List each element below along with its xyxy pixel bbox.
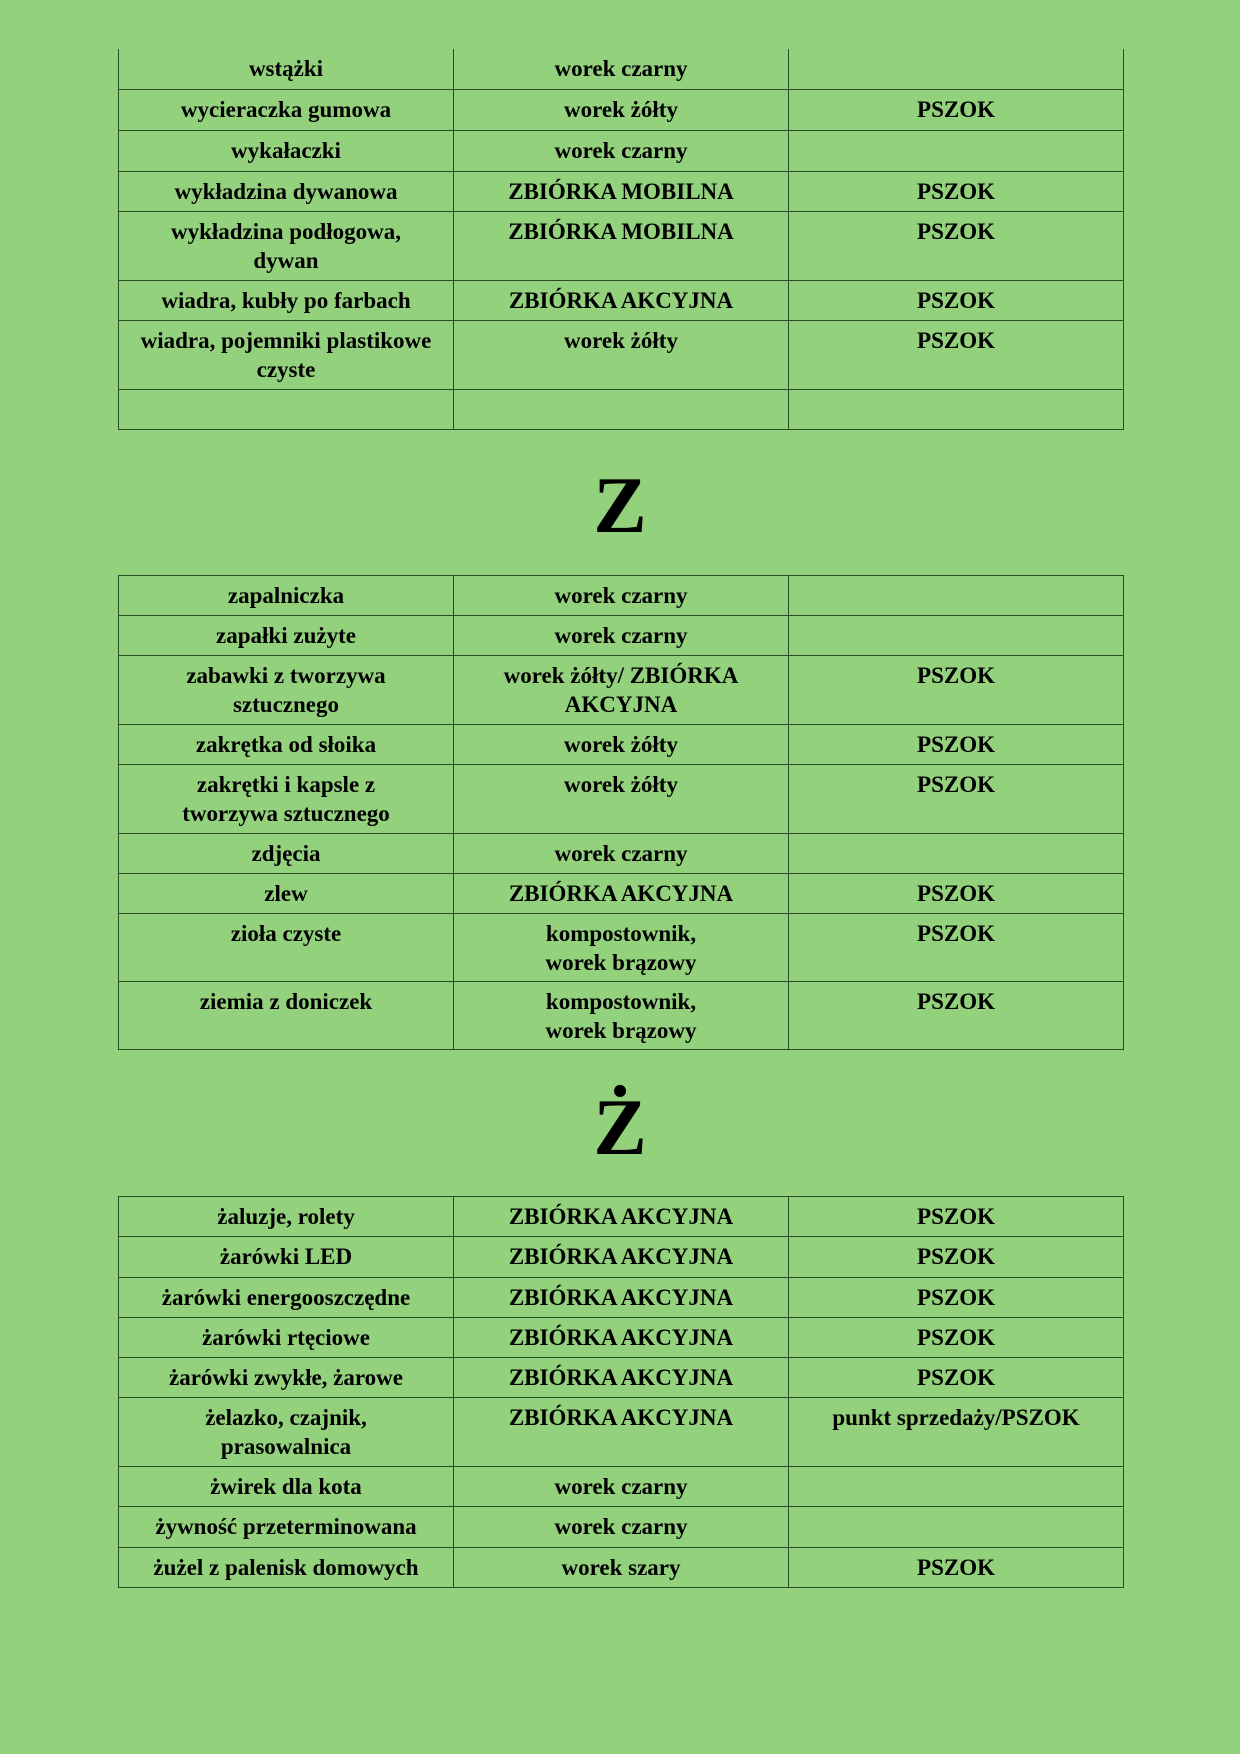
alternative-point — [789, 616, 1124, 656]
disposal-method: ZBIÓRKA AKCYJNA — [454, 1278, 789, 1318]
table-row — [119, 1467, 1124, 1507]
item-name — [119, 389, 454, 429]
alternative-point: punkt sprzedaży/PSZOK — [789, 1398, 1124, 1467]
item-name: ziemia z doniczek — [119, 982, 454, 1050]
table-row — [119, 1398, 1124, 1467]
item-name: żarówki rtęciowe — [119, 1318, 454, 1358]
disposal-method: worek żółty — [454, 320, 789, 389]
table-row — [119, 280, 1124, 320]
disposal-method: ZBIÓRKA AKCYJNA — [454, 1398, 789, 1467]
alternative-point: PSZOK — [789, 656, 1124, 725]
disposal-method — [454, 389, 789, 429]
disposal-method: ZBIÓRKA MOBILNA — [454, 171, 789, 211]
alternative-point — [789, 389, 1124, 429]
item-name: zakrętki i kapsle z tworzywa sztucznego — [119, 765, 454, 834]
alternative-point: PSZOK — [789, 1358, 1124, 1398]
disposal-method: worek żółty — [454, 725, 789, 765]
table-row — [119, 89, 1124, 130]
alternative-point: PSZOK — [789, 765, 1124, 834]
item-name: zapałki zużyte — [119, 616, 454, 656]
table-row — [119, 765, 1124, 834]
alternative-point: PSZOK — [789, 874, 1124, 914]
table-row — [119, 1358, 1124, 1398]
disposal-method: ZBIÓRKA AKCYJNA — [454, 1237, 789, 1278]
disposal-method: ZBIÓRKA AKCYJNA — [454, 1358, 789, 1398]
table-section-z — [118, 575, 1124, 1050]
item-name: wiadra, kubły po farbach — [119, 280, 454, 320]
alternative-point: PSZOK — [789, 280, 1124, 320]
table-row — [119, 914, 1124, 982]
item-name: żwirek dla kota — [119, 1467, 454, 1507]
table-section-z-dot — [118, 1196, 1124, 1588]
disposal-method: worek czarny — [454, 834, 789, 874]
section-letter-z-dot: Ż — [593, 1084, 647, 1172]
disposal-method: worek czarny — [454, 1507, 789, 1548]
disposal-method: worek czarny — [454, 49, 789, 89]
table-row — [119, 211, 1124, 280]
item-name: zlew — [119, 874, 454, 914]
alternative-point — [789, 49, 1124, 89]
table-row — [119, 1318, 1124, 1358]
table-body — [119, 576, 1124, 1050]
table-row — [119, 834, 1124, 874]
table-row — [119, 171, 1124, 211]
alternative-point — [789, 1507, 1124, 1548]
item-name: żużel z palenisk domowych — [119, 1548, 454, 1588]
table-row — [119, 1237, 1124, 1278]
alternative-point: PSZOK — [789, 1237, 1124, 1278]
item-name: wykładzina dywanowa — [119, 171, 454, 211]
item-name: żarówki LED — [119, 1237, 454, 1278]
item-name: żarówki energooszczędne — [119, 1278, 454, 1318]
disposal-method: kompostownik, worek brązowy — [454, 914, 789, 982]
disposal-method: worek czarny — [454, 130, 789, 171]
disposal-method: ZBIÓRKA AKCYJNA — [454, 874, 789, 914]
disposal-method: worek czarny — [454, 576, 789, 616]
table-body — [119, 49, 1124, 429]
table-row — [119, 874, 1124, 914]
disposal-method: worek żółty — [454, 765, 789, 834]
alternative-point: PSZOK — [789, 1278, 1124, 1318]
item-name: zakrętka od słoika — [119, 725, 454, 765]
table-row — [119, 656, 1124, 725]
alternative-point — [789, 576, 1124, 616]
table-row — [119, 1197, 1124, 1237]
table-row — [119, 49, 1124, 89]
alternative-point: PSZOK — [789, 171, 1124, 211]
section-letter-z: Z — [593, 462, 647, 550]
table-row — [119, 616, 1124, 656]
disposal-method: kompostownik, worek brązowy — [454, 982, 789, 1050]
table-row — [119, 982, 1124, 1050]
item-name: zioła czyste — [119, 914, 454, 982]
alternative-point: PSZOK — [789, 725, 1124, 765]
disposal-method: worek żółty/ ZBIÓRKA AKCYJNA — [454, 656, 789, 725]
table-row — [119, 1278, 1124, 1318]
alternative-point: PSZOK — [789, 914, 1124, 982]
item-name: wycieraczka gumowa — [119, 89, 454, 130]
alternative-point: PSZOK — [789, 1548, 1124, 1588]
item-name: wstążki — [119, 49, 454, 89]
item-name: żarówki zwykłe, żarowe — [119, 1358, 454, 1398]
table-row — [119, 1548, 1124, 1588]
alternative-point — [789, 130, 1124, 171]
table-row — [119, 389, 1124, 429]
table-row — [119, 320, 1124, 389]
alternative-point: PSZOK — [789, 89, 1124, 130]
alternative-point: PSZOK — [789, 320, 1124, 389]
item-name: wiadra, pojemniki plastikowe czyste — [119, 320, 454, 389]
item-name: wykładzina podłogowa, dywan — [119, 211, 454, 280]
alternative-point: PSZOK — [789, 211, 1124, 280]
table-body — [119, 1197, 1124, 1588]
disposal-method: ZBIÓRKA AKCYJNA — [454, 280, 789, 320]
table-row — [119, 130, 1124, 171]
item-name: zabawki z tworzywa sztucznego — [119, 656, 454, 725]
disposal-method: worek czarny — [454, 1467, 789, 1507]
disposal-method: ZBIÓRKA MOBILNA — [454, 211, 789, 280]
alternative-point — [789, 1467, 1124, 1507]
item-name: żywność przeterminowana — [119, 1507, 454, 1548]
disposal-method: worek szary — [454, 1548, 789, 1588]
disposal-method: ZBIÓRKA AKCYJNA — [454, 1197, 789, 1237]
alternative-point: PSZOK — [789, 982, 1124, 1050]
disposal-method: worek żółty — [454, 89, 789, 130]
table-row — [119, 1507, 1124, 1548]
disposal-method: worek czarny — [454, 616, 789, 656]
item-name: żaluzje, rolety — [119, 1197, 454, 1237]
table-row — [119, 576, 1124, 616]
disposal-method: ZBIÓRKA AKCYJNA — [454, 1318, 789, 1358]
table-section-w — [118, 49, 1124, 430]
item-name: żelazko, czajnik, prasowalnica — [119, 1398, 454, 1467]
alternative-point: PSZOK — [789, 1197, 1124, 1237]
item-name: zdjęcia — [119, 834, 454, 874]
table-row — [119, 725, 1124, 765]
alternative-point — [789, 834, 1124, 874]
alternative-point: PSZOK — [789, 1318, 1124, 1358]
item-name: zapalniczka — [119, 576, 454, 616]
item-name: wykałaczki — [119, 130, 454, 171]
